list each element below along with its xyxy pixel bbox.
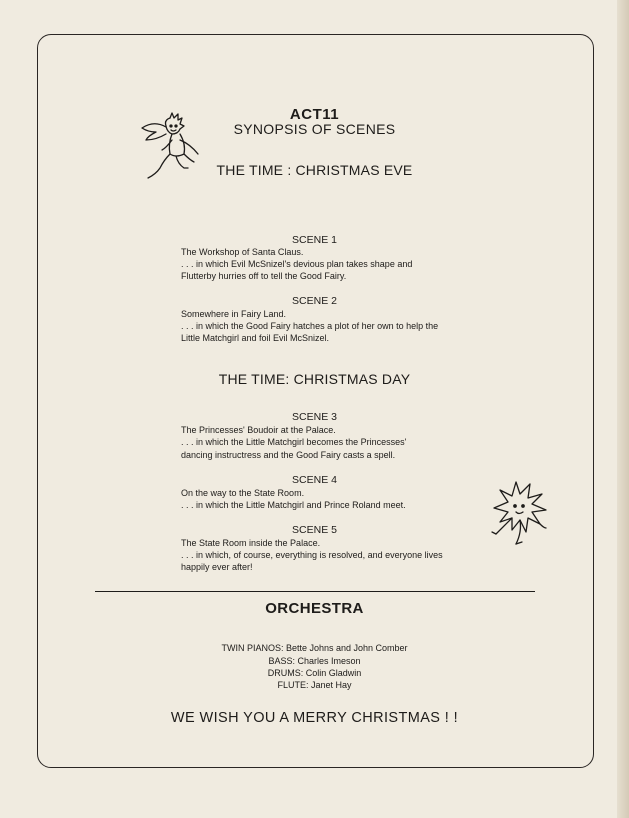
scene-5-title: SCENE 5 bbox=[292, 524, 337, 536]
scene-1-line: The Workshop of Santa Claus. bbox=[181, 247, 304, 257]
scene-3-title: SCENE 3 bbox=[292, 411, 337, 423]
scene-3-line: dancing instructress and the Good Fairy casts a spell. bbox=[181, 450, 396, 460]
scene-5-line: The State Room inside the Palace. bbox=[181, 538, 321, 548]
scene-4-line: . . . in which the Little Matchgirl and Prince Roland meet. bbox=[181, 500, 406, 510]
time-christmas-day: THE TIME: CHRISTMAS DAY bbox=[218, 371, 411, 387]
synopsis-heading: SYNOPSIS OF SCENES bbox=[233, 121, 396, 137]
credit-bass: BASS: Charles Imeson bbox=[268, 656, 361, 666]
scene-5-line: happily ever after! bbox=[181, 562, 253, 572]
scene-5-line: . . . in which, of course, everything is resolved, and everyone lives bbox=[181, 550, 443, 560]
scene-2-line: . . . in which the Good Fairy hatches a plot of her own to help the bbox=[181, 321, 439, 331]
scene-2-line: Somewhere in Fairy Land. bbox=[181, 309, 287, 319]
time-christmas-eve: THE TIME : CHRISTMAS EVE bbox=[216, 162, 413, 178]
scene-2-title: SCENE 2 bbox=[292, 295, 337, 307]
act-heading: ACT11 bbox=[289, 106, 340, 123]
scene-3-line: . . . in which the Little Matchgirl becomes the Princesses' bbox=[181, 437, 407, 447]
scene-3-line: The Princesses' Boudoir at the Palace. bbox=[181, 425, 336, 435]
scene-2-line: Little Matchgirl and foil Evil McSnizel. bbox=[181, 333, 330, 343]
credit-flute: FLUTE: Janet Hay bbox=[277, 680, 352, 690]
scene-4-line: On the way to the State Room. bbox=[181, 488, 305, 498]
closing-greeting: WE WISH YOU A MERRY CHRISTMAS ! ! bbox=[170, 710, 459, 726]
scene-4-title: SCENE 4 bbox=[292, 474, 337, 486]
orchestra-heading: ORCHESTRA bbox=[265, 600, 364, 617]
credit-drums: DRUMS: Colin Gladwin bbox=[267, 668, 362, 678]
credit-twin-pianos: TWIN PIANOS: Bette Johns and John Comber bbox=[221, 643, 408, 653]
star-sprite-doodle-icon bbox=[486, 478, 550, 548]
scene-1-line: . . . in which Evil McSnizel's devious plan takes shape and bbox=[181, 259, 413, 269]
scene-1-title: SCENE 1 bbox=[292, 234, 337, 246]
section-divider bbox=[95, 591, 535, 592]
scene-1-line: Flutterby hurries off to tell the Good Fairy. bbox=[181, 271, 347, 281]
